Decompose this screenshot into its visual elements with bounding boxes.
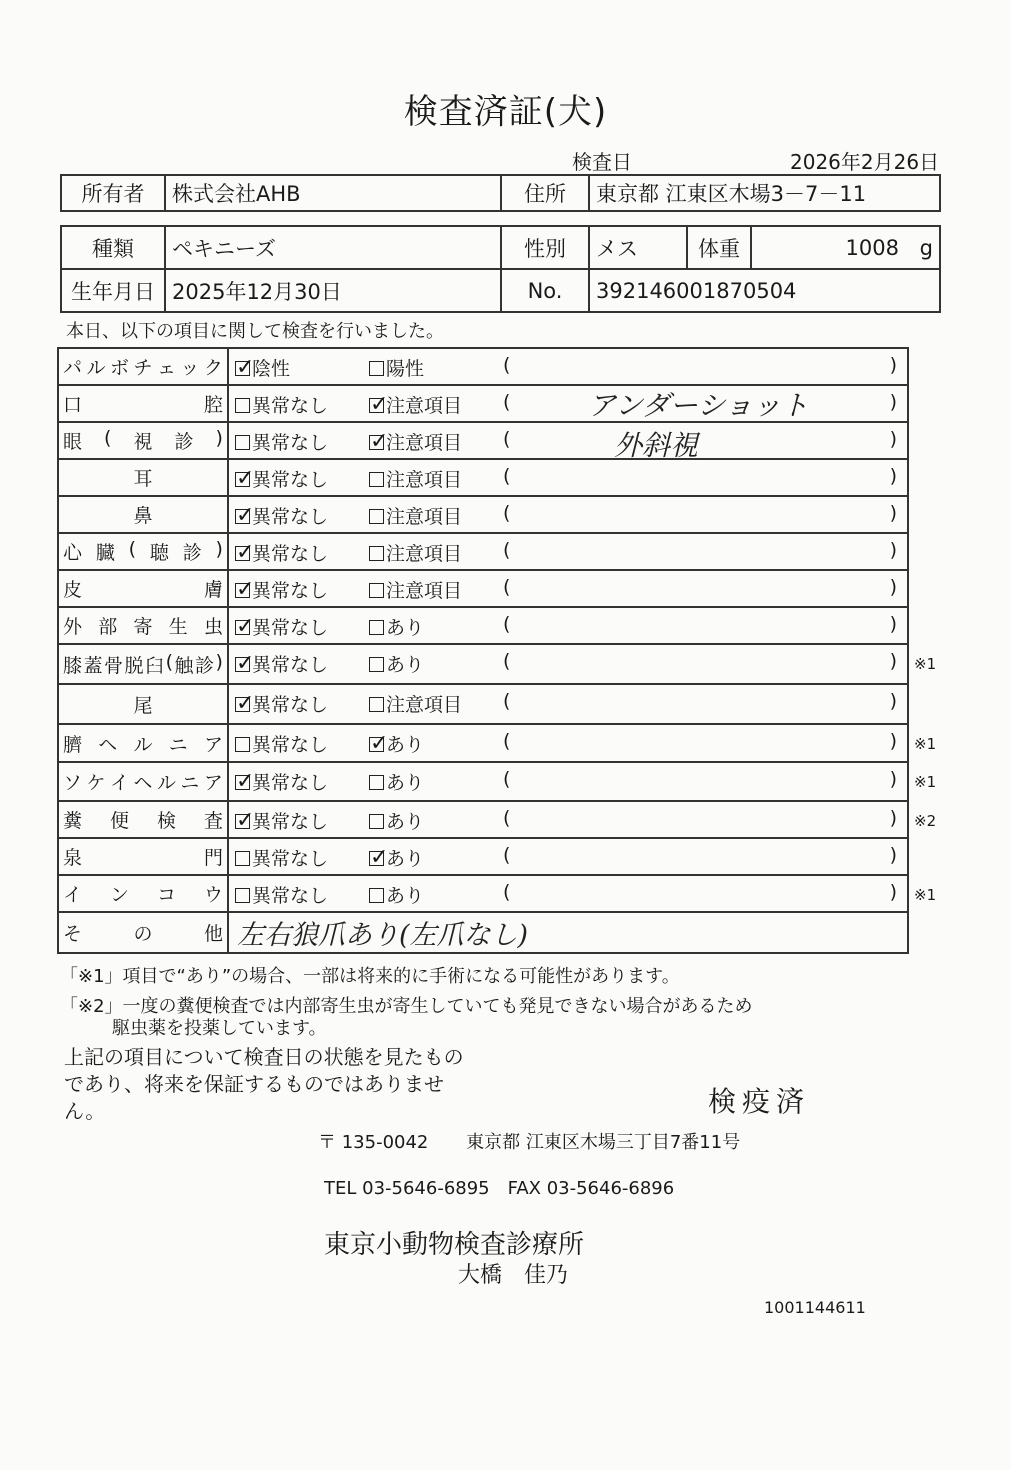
option-1	[235, 539, 328, 566]
checkbox-icon	[369, 657, 384, 672]
option-label: あり	[386, 654, 425, 676]
option-label: 異常なし	[252, 617, 329, 639]
exam-row	[58, 496, 908, 533]
checkbox-icon	[235, 888, 250, 903]
checkmark-icon: ✓	[236, 577, 255, 602]
option-label: あり	[386, 772, 425, 794]
option-label: 異常なし	[252, 772, 329, 794]
paren-open: (	[503, 690, 511, 712]
footnote-marker: ※1	[914, 735, 937, 753]
checkmark-icon: ✓	[236, 355, 255, 380]
paren-close: )	[889, 807, 897, 829]
option-2	[369, 539, 462, 566]
weight-label: 体重	[687, 226, 751, 269]
checkbox-icon	[369, 583, 384, 598]
checkmark-icon: ✓	[236, 466, 255, 491]
option-1	[235, 465, 328, 492]
checkbox-icon	[235, 540, 255, 565]
checkbox-icon	[369, 509, 384, 524]
option-label: 異常なし	[252, 654, 329, 676]
exam-row	[58, 762, 908, 801]
option-2	[369, 465, 462, 492]
exam-item-name: 鼻	[133, 505, 153, 527]
option-1	[235, 690, 328, 717]
option-label: あり	[386, 734, 425, 756]
paren-open: (	[503, 881, 511, 903]
option-label: 異常なし	[252, 885, 329, 907]
checkbox-icon	[369, 814, 384, 829]
checkbox-icon	[369, 697, 384, 712]
option-label: 注意項目	[386, 694, 463, 716]
option-2	[369, 354, 424, 381]
paren-open: (	[503, 768, 511, 790]
exam-item-name: ソ ケ イ ヘ ル ニ ア	[63, 772, 223, 794]
sex-label: 性別	[501, 226, 589, 269]
checkmark-icon: ✓	[370, 845, 389, 870]
paren-close: )	[889, 502, 897, 524]
option-label: 注意項目	[386, 543, 463, 565]
option-label: あり	[386, 617, 425, 639]
checkbox-icon	[369, 888, 384, 903]
tel-fax: TEL 03-5646-6895 FAX 03-5646-6896	[324, 1178, 675, 1199]
paren-close: )	[889, 881, 897, 903]
other-handwritten-note: 左右狼爪あり(左爪なし)	[237, 920, 529, 951]
option-label: 異常なし	[252, 506, 329, 528]
exam-item-name: 外 部 寄 生 虫	[63, 616, 223, 638]
option-1	[235, 807, 328, 834]
option-2	[369, 807, 424, 834]
checkmark-icon: ✓	[370, 429, 389, 454]
option-label: 異常なし	[252, 811, 329, 833]
owner-value: 株式会社AHB	[165, 175, 501, 211]
checkbox-icon	[369, 731, 389, 756]
option-1	[235, 428, 328, 455]
birth-label: 生年月日	[61, 269, 165, 312]
owner-table	[60, 174, 941, 212]
option-label: あり	[386, 811, 425, 833]
checkbox-icon	[369, 775, 384, 790]
checkbox-icon	[235, 808, 255, 833]
checkmark-icon: ✓	[236, 808, 255, 833]
exam-date: 2026年2月26日	[790, 150, 940, 174]
exam-row	[58, 838, 908, 875]
checkbox-icon	[235, 503, 255, 528]
exam-row	[58, 684, 908, 724]
checkbox-icon	[235, 466, 255, 491]
option-label: 注意項目	[386, 469, 463, 491]
exam-row	[58, 348, 908, 385]
option-2	[369, 428, 462, 455]
paren-close: )	[889, 730, 897, 752]
checkbox-icon	[235, 851, 250, 866]
option-label: あり	[386, 848, 425, 870]
exam-item-name: パ ル ボ チ ェ ッ ク	[63, 357, 223, 379]
breed-label: 種類	[61, 226, 165, 269]
checkmark-icon: ✓	[236, 651, 255, 676]
owner-label: 所有者	[61, 175, 165, 211]
footnote-2-continued: 駆虫薬を投薬しています。	[112, 1018, 327, 1039]
checkbox-icon	[369, 429, 389, 454]
checkbox-icon	[369, 392, 389, 417]
paren-close: )	[889, 613, 897, 635]
paren-close: )	[889, 650, 897, 672]
checkbox-icon	[235, 737, 250, 752]
option-2	[369, 502, 462, 529]
exam-item-name: 皮 膚	[63, 579, 223, 601]
option-2	[369, 576, 462, 603]
option-2	[369, 768, 424, 795]
clinic-address: 東京都 江東区木場三丁目7番11号	[466, 1132, 741, 1153]
option-label: 注意項目	[386, 432, 463, 454]
no-value: 392146001870504	[589, 269, 940, 312]
paren-open: (	[503, 650, 511, 672]
checkmark-icon: ✓	[370, 731, 389, 756]
exam-row	[58, 875, 908, 912]
paren-open: (	[503, 502, 511, 524]
checkmark-icon: ✓	[236, 769, 255, 794]
option-2	[369, 690, 462, 717]
paren-open: (	[503, 354, 511, 376]
option-label: 注意項目	[386, 506, 463, 528]
intro-text: 本日、以下の項目に関して検査を行いました。	[66, 321, 444, 342]
exam-row	[58, 644, 908, 684]
paren-close: )	[889, 539, 897, 561]
option-2	[369, 844, 424, 871]
weight-value: 1008	[845, 235, 899, 260]
option-2	[369, 650, 424, 677]
checkbox-icon	[235, 651, 255, 676]
checkbox-icon	[235, 614, 255, 639]
paren-close: )	[889, 768, 897, 790]
checkmark-icon: ✓	[236, 614, 255, 639]
paren-open: (	[503, 391, 511, 413]
option-1	[235, 354, 290, 381]
option-label: 異常なし	[252, 469, 329, 491]
option-1	[235, 768, 328, 795]
option-label: 異常なし	[252, 432, 329, 454]
option-label: 異常なし	[252, 580, 329, 602]
exam-item-name: 臍 ヘ ル ニ ア	[63, 733, 223, 756]
checkbox-icon	[369, 361, 384, 376]
checkbox-icon	[235, 355, 255, 380]
checkbox-icon	[235, 769, 255, 794]
paren-close: )	[889, 391, 897, 413]
option-label: 異常なし	[252, 734, 329, 756]
certificate-number: 1001144611	[764, 1298, 866, 1317]
paren-open: (	[503, 576, 511, 598]
paren-open: (	[503, 730, 511, 752]
footnote-1: 「※1」項目で“あり”の場合、一部は将来的に手術になる可能性があります。	[60, 966, 680, 987]
pet-info-table	[60, 225, 941, 313]
clinic-name: 東京小動物検査診療所	[324, 1230, 585, 1260]
exam-row	[58, 422, 908, 459]
option-1	[235, 730, 328, 757]
checkmark-icon: ✓	[236, 691, 255, 716]
paren-open: (	[503, 539, 511, 561]
postal-code: 〒 135-0042	[318, 1132, 429, 1153]
checkbox-icon	[235, 398, 250, 413]
no-label: No.	[501, 269, 589, 312]
option-2	[369, 391, 462, 418]
exam-item-name: 口 腔	[63, 394, 223, 416]
option-2	[369, 881, 424, 908]
checkbox-icon	[369, 620, 384, 635]
option-1	[235, 502, 328, 529]
exam-item-name: 心 臓 ( 聴 診 )	[63, 538, 223, 564]
paren-close: )	[889, 844, 897, 866]
footnote-marker: ※1	[914, 655, 937, 673]
option-label: 陰性	[252, 358, 291, 380]
footnote-marker: ※2	[914, 812, 937, 830]
paren-close: )	[889, 576, 897, 598]
disclaimer: 上記の項目について検査日の状態を見たものであり、将来を保証するものではありません。	[64, 1045, 464, 1123]
weight-unit: g	[919, 235, 933, 260]
checkmark-icon: ✓	[236, 503, 255, 528]
address-value: 東京都 江東区木場3－7－11	[589, 175, 940, 211]
footnote-marker: ※1	[914, 886, 937, 904]
option-label: 注意項目	[386, 395, 463, 417]
paren-close: )	[889, 465, 897, 487]
exam-item-name: 尾	[133, 694, 153, 717]
option-1	[235, 613, 328, 640]
exam-row-other	[58, 912, 908, 953]
checkbox-icon	[235, 435, 250, 450]
postal-address	[318, 1128, 740, 1154]
checkbox-icon	[369, 472, 384, 487]
handwritten-eye-note: 外斜視	[614, 429, 699, 462]
exam-item-name: 泉 門	[63, 847, 223, 869]
paren-close: )	[889, 690, 897, 712]
footnote-2: 「※2」一度の糞便検査では内部寄生虫が寄生していても発見できない場合があるため	[60, 996, 753, 1017]
address-label: 住所	[501, 175, 589, 211]
option-label: 異常なし	[252, 543, 329, 565]
option-1	[235, 650, 328, 677]
option-label: 異常なし	[252, 395, 329, 417]
sex-value: メス	[589, 226, 687, 269]
option-label: 異常なし	[252, 694, 329, 716]
breed-value: ペキニーズ	[165, 226, 501, 269]
option-2	[369, 613, 424, 640]
other-label: そ の 他	[63, 923, 223, 945]
paren-open: (	[503, 613, 511, 635]
checkmark-icon: ✓	[370, 392, 389, 417]
option-label: 陽性	[386, 358, 425, 380]
exam-item-name: 眼 ( 視 診 )	[63, 427, 223, 453]
exam-row	[58, 724, 908, 762]
exam-table	[57, 347, 909, 954]
page-title: 検査済証(犬)	[403, 92, 608, 132]
exam-row	[58, 801, 908, 838]
option-1	[235, 844, 328, 871]
paren-open: (	[503, 428, 511, 450]
option-1	[235, 391, 328, 418]
paren-close: )	[889, 428, 897, 450]
option-1	[235, 576, 328, 603]
exam-item-name: イ ン コ ウ	[63, 884, 223, 906]
paren-open: (	[503, 465, 511, 487]
exam-row	[58, 459, 908, 496]
exam-row	[58, 533, 908, 570]
checkbox-icon	[235, 691, 255, 716]
exam-item-name: 糞 便 検 査	[63, 810, 223, 832]
checkbox-icon	[235, 577, 255, 602]
exam-row	[58, 607, 908, 644]
paren-open: (	[503, 844, 511, 866]
exam-item-name: 耳	[133, 468, 153, 490]
option-1	[235, 881, 328, 908]
paren-close: )	[889, 354, 897, 376]
exam-item-name: 膝 蓋 骨 脱 臼 ( 触 診 )	[63, 650, 223, 677]
option-label: 異常なし	[252, 848, 329, 870]
checkbox-icon	[369, 546, 384, 561]
birth-value: 2025年12月30日	[165, 269, 501, 312]
vet-name: 大橋 佳乃	[458, 1263, 569, 1288]
exam-row	[58, 570, 908, 607]
option-label: 注意項目	[386, 580, 463, 602]
footnote-marker: ※1	[914, 773, 937, 791]
option-label: あり	[386, 885, 425, 907]
handwritten-mouth-note: アンダーショット	[588, 389, 809, 422]
checkbox-icon	[369, 845, 389, 870]
option-2	[369, 730, 424, 757]
checkmark-icon: ✓	[236, 540, 255, 565]
exam-date-label: 検査日	[572, 150, 632, 174]
paren-open: (	[503, 807, 511, 829]
quarantine-stamp: 検疫済	[708, 1085, 811, 1118]
